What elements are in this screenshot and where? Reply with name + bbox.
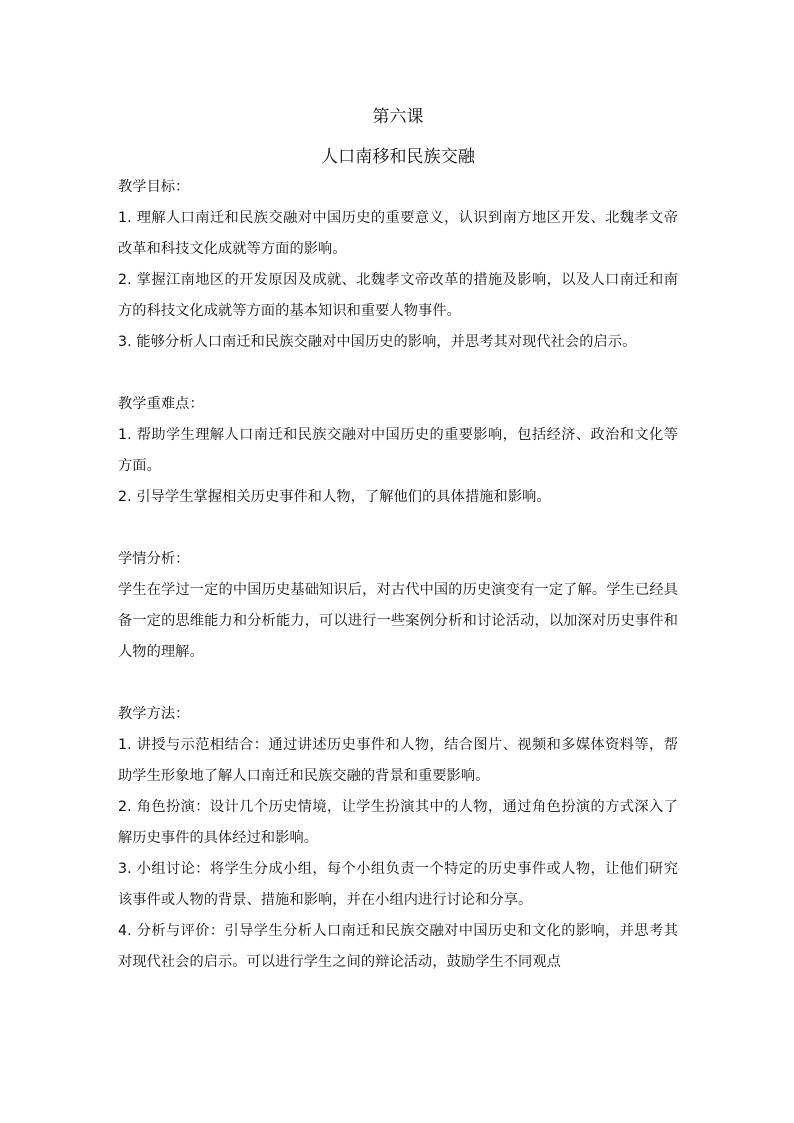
key-point-item-2: 2. 引导学生掌握相关历史事件和人物，了解他们的具体措施和影响。 bbox=[118, 489, 551, 505]
method-item-4: 4. 分析与评价：引导学生分析人口南迁和民族交融对中国历史和文化的影响，并思考其对现代社会的启示。可以进行学生之间的辩论活动，鼓励学生不同观点 bbox=[118, 923, 678, 970]
key-points-heading: 教学重难点： bbox=[118, 396, 204, 412]
objective-item-1: 1. 理解人口南迁和民族交融对中国历史的重要意义，认识到南方地区开发、北魏孝文帝改革和科技文化成就等方面的影响。 bbox=[118, 210, 678, 257]
objective-item-2: 2. 掌握江南地区的开发原因及成就、北魏孝文帝改革的措施及影响，以及人口南迁和南方的科技文化成就等方面的基本知识和重要人物事件。 bbox=[118, 272, 678, 319]
section-spacer bbox=[118, 668, 678, 699]
lesson-number-title: 第六课 bbox=[372, 107, 424, 127]
method-item-2: 2. 角色扮演：设计几个历史情境，让学生扮演其中的人物，通过角色扮演的方式深入了解历史事件的具体经过和影响。 bbox=[118, 799, 678, 846]
methods-heading: 教学方法： bbox=[118, 706, 190, 722]
key-point-item-1: 1. 帮助学生理解人口南迁和民族交融对中国历史的重要影响，包括经济、政治和文化等方面。 bbox=[118, 427, 678, 474]
analysis-heading: 学情分析： bbox=[118, 551, 190, 567]
section-spacer bbox=[118, 358, 678, 389]
analysis-text: 学生在学过一定的中国历史基础知识后，对古代中国的历史演变有一定了解。学生已经具备一定的思维能力和分析能力，可以进行一些案例分析和讨论活动，以加深对历史事件和人物的理解。 bbox=[118, 582, 678, 660]
method-item-1: 1. 讲授与示范相结合：通过讲述历史事件和人物，结合图片、视频和多媒体资料等，帮助学生形象地了解人口南迁和民族交融的背景和重要影响。 bbox=[118, 737, 678, 784]
objective-item-3: 3. 能够分析人口南迁和民族交融对中国历史的影响，并思考其对现代社会的启示。 bbox=[118, 334, 637, 350]
method-item-3: 3. 小组讨论：将学生分成小组，每个小组负责一个特定的历史事件或人物，让他们研究该事件或人物的背景、措施和影响，并在小组内进行讨论和分享。 bbox=[118, 861, 678, 908]
lesson-title: 人口南移和民族交融 bbox=[321, 147, 475, 167]
section-spacer bbox=[118, 513, 678, 544]
objectives-heading: 教学目标： bbox=[118, 179, 190, 195]
document-content bbox=[118, 104, 678, 978]
